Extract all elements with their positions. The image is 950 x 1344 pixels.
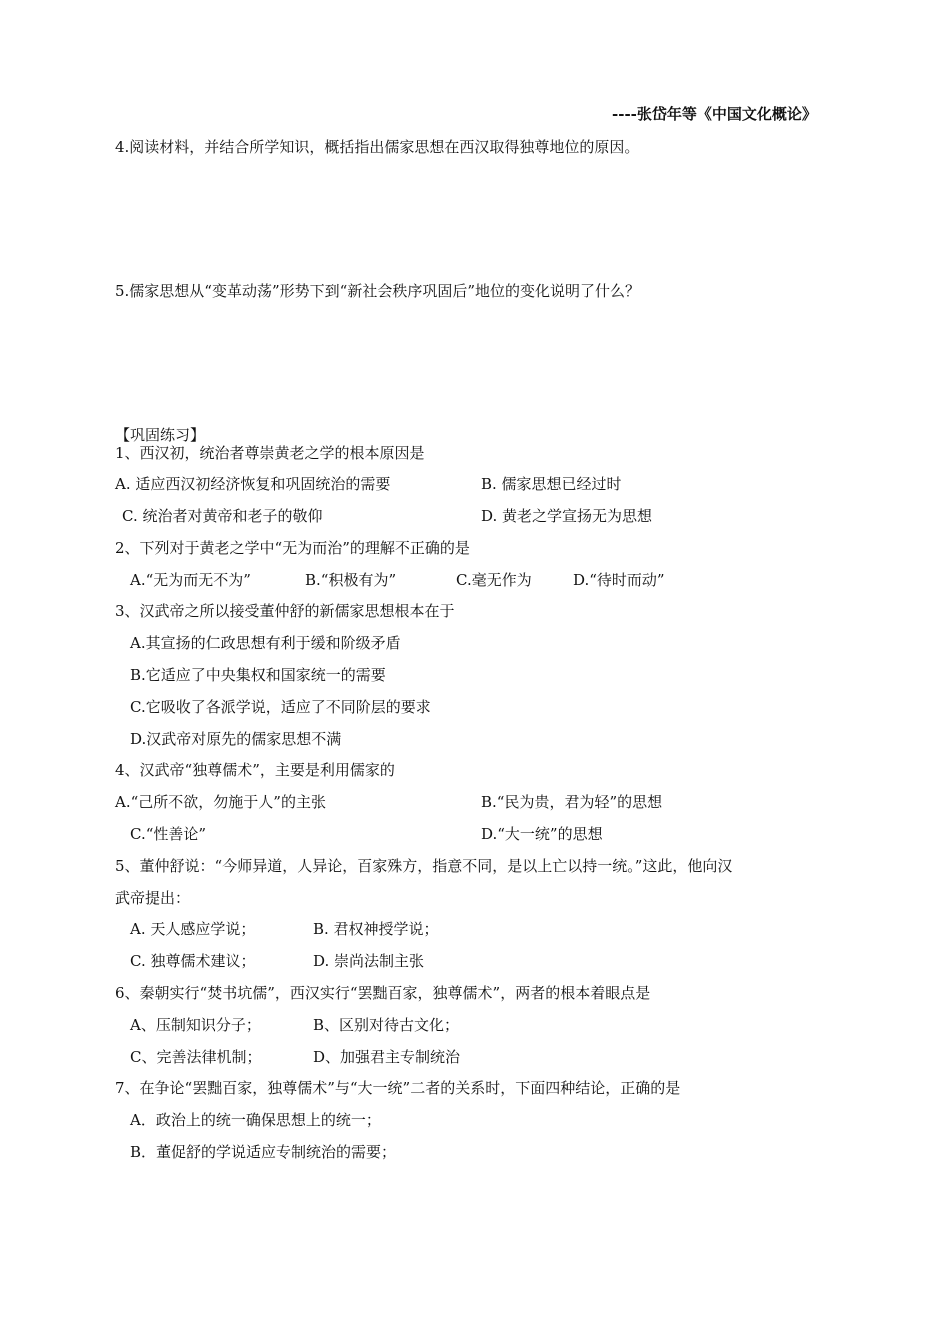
material-question-5: 5.儒家思想从“变革动荡”形势下到“新社会秩序巩固后”地位的变化说明了什么？ [115, 282, 640, 300]
q3-option-d: D.汉武帝对原先的儒家思想不满 [130, 730, 342, 748]
q4-option-b: B.“民为贵，君为轻”的思想 [481, 793, 663, 811]
q1-stem: 1、西汉初，统治者尊崇黄老之学的根本原因是 [115, 444, 425, 462]
q5-option-b: B. 君权神授学说； [313, 920, 439, 938]
q3-option-c: C.它吸收了各派学说，适应了不同阶层的要求 [130, 698, 431, 716]
q6-option-a: A、压制知识分子； [130, 1016, 261, 1034]
q2-option-c: C.毫无作为 [456, 571, 532, 589]
q2-option-b: B.“积极有为” [305, 571, 397, 589]
q5-stem-line-1: 5、董仲舒说：“今师异道，人异论，百家殊方，指意不同，是以上亡以持一统。”这此，他向汉 [115, 857, 733, 875]
q1-option-a: A. 适应西汉初经济恢复和巩固统治的需要 [115, 475, 391, 493]
q7-stem: 7、在争论“罢黜百家，独尊儒术”与“大一统”二者的关系时，下面四种结论，正确的是 [115, 1079, 681, 1097]
q5-option-d: D. 崇尚法制主张 [313, 952, 425, 970]
q5-option-a: A. 天人感应学说； [130, 920, 256, 938]
q1-option-d: D. 黄老之学宣扬无为思想 [481, 507, 653, 525]
q4-stem: 4、汉武帝“独尊儒术”，主要是利用儒家的 [115, 761, 395, 779]
q6-option-c: C、完善法律机制； [130, 1048, 262, 1066]
source-citation: ----张岱年等《中国文化概论》 [612, 105, 817, 123]
q2-stem: 2、下列对于黄老之学中“无为而治”的理解不正确的是 [115, 539, 470, 557]
q2-option-d: D.“待时而动” [573, 571, 665, 589]
q3-option-b: B.它适应了中央集权和国家统一的需要 [130, 666, 386, 684]
q4-option-d: D.“大一统”的思想 [481, 825, 603, 843]
q6-stem: 6、秦朝实行“焚书坑儒”，西汉实行“罢黜百家，独尊儒术”，两者的根本着眼点是 [115, 984, 651, 1002]
q5-option-c: C. 独尊儒术建议； [130, 952, 256, 970]
q6-option-b: B、区别对待古文化； [313, 1016, 460, 1034]
q5-stem-line-2: 武帝提出： [115, 889, 191, 907]
q1-option-b: B. 儒家思想已经过时 [481, 475, 622, 493]
q2-option-a: A.“无为而无不为” [130, 571, 251, 589]
material-question-4: 4.阅读材料，并结合所学知识，概括指出儒家思想在西汉取得独尊地位的原因。 [115, 138, 640, 156]
q1-option-c: C. 统治者对黄帝和老子的敬仰 [122, 507, 323, 525]
q3-stem: 3、汉武帝之所以接受董仲舒的新儒家思想根本在于 [115, 602, 455, 620]
q3-option-a: A.其宣扬的仁政思想有利于缓和阶级矛盾 [130, 634, 401, 652]
q7-option-b: B．董促舒的学说适应专制统治的需要； [130, 1143, 397, 1161]
q7-option-a: A．政治上的统一确保思想上的统一； [130, 1111, 381, 1129]
practice-heading: 【巩固练习】 [115, 426, 206, 444]
q6-option-d: D、加强君主专制统治 [313, 1048, 461, 1066]
q4-option-c: C.“性善论” [130, 825, 207, 843]
q4-option-a: A.“己所不欲，勿施于人”的主张 [115, 793, 326, 811]
